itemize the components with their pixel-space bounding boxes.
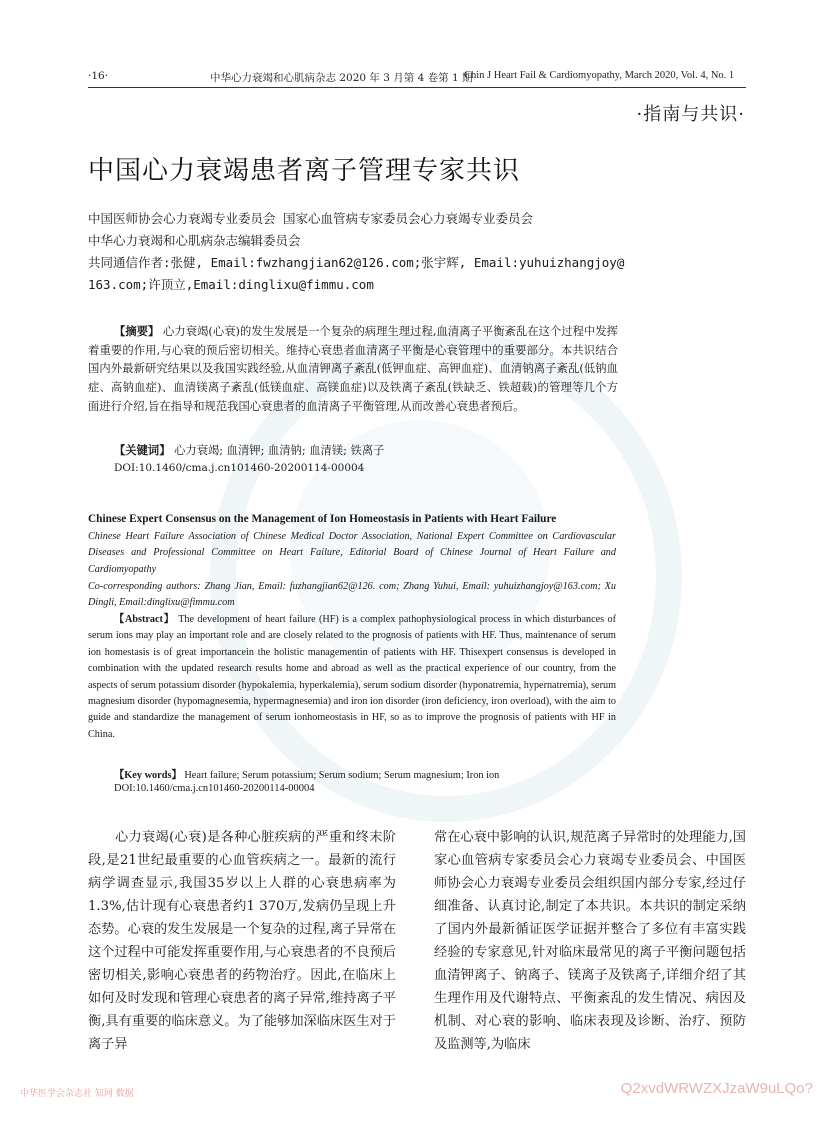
abstract-en-label: 【Abstract】 [114, 614, 175, 625]
footer-watermark-code: Q2xvdWRWZXJzaW9uLQo? [620, 1080, 813, 1097]
english-affiliations: Chinese Heart Failure Association of Chinese Medical Doctor Association, National Expert Committee on Cardiovascular Diseases and Professional Committee on Heart Failure, Editorial Board of Chinese Journal of Heart Failure and Cardiomyopathy [88, 531, 616, 575]
author-org-line1: 中国医师协会心力衰竭专业委员会 国家心血管病专家委员会心力衰竭专业委员会 [88, 211, 534, 226]
corr-authors-line1: 共同通信作者:张健, Email:fwzhangjian62@126.com;张宇辉, Email:yuhuizhangjoy@ [88, 255, 625, 270]
keywords-en-text: Heart failure; Serum potassium; Serum sodium; Serum magnesium; Iron ion [184, 770, 500, 781]
author-org-line2: 中华心力衰竭和心肌病杂志编辑委员会 [88, 233, 301, 248]
body-column-1: 心力衰竭(心衰)是各种心脏疾病的严重和终末阶段,是21世纪最重要的心血管疾病之一。最新的流行病学调查显示,我国35岁以上人群的心衰患病率为1.3%,估计现有心衰患者约1 370万,发病仍呈现上升态势。心衰的发生发展是一个复杂的过程,离子异常在这个过程中可能发挥重要作用,与心衰患者的不良预后密切相关,影响心衰患者的药物治疗。因此,在临床上如何及时发现和管理心衰患者的离子异常,维持离子平衡,具有重要的临床意义。为了能够加深临床医生对于离子异 [88, 830, 396, 1052]
page-number: ·16· [88, 70, 109, 82]
keywords-en-label: 【Key words】 [114, 770, 182, 781]
abstract-en [88, 612, 616, 743]
article-title: 中国心力衰竭患者离子管理专家共识 [88, 156, 521, 186]
corr-authors-line2: 163.com;许顶立,Email:dinglixu@fimmu.com [88, 277, 374, 292]
abstract-cn [88, 322, 618, 417]
keywords-en [114, 766, 499, 781]
doi-cn: DOI:10.1460/cma.j.cn101460-20200114-00004 [114, 462, 365, 474]
english-title: Chinese Expert Consensus on the Management of Ion Homeostasis in Patients with Heart Failure [88, 513, 557, 525]
abstract-en-text: The development of heart failure (HF) is a complex pathophysiological process in which disturbances of serum ions may play an important role and are closely related to the prognosis of patients with HF. Thus, maintenance of serum ion homestasis is of great importancein the holistic managementin of patients with HF. Thisexpert consensus is developed in combination with the updated research results home and abroad as well as the practical experience of our country, from the aspects of serum potassium disorder (hypokalemia, hyperkalemia), serum sodium disorder (hyponatremia, hypernatremia), serum magnesium disorder (hypomagnesemia, hypermagnesemia) and iron ion disorder (iron deficiency, iron overload), with the aim to guide and standardize the management of serum ionhomeostasis in HF, so as to improve the prognosis of patients with HF in China. [88, 614, 616, 740]
english-corr-authors: Co-corresponding authors: Zhang Jian, Email: fuzhangjian62@126. com; Zhang Yuhui, Email: yuhuizhangjoy@163.com; Xu Dingli, Email:dinglixu@fimmu.com [88, 581, 616, 609]
publisher-logo: 中华医学会杂志社 知网 数据 [20, 1089, 134, 1099]
abstract-cn-text: 心力衰竭(心衰)的发生发展是一个复杂的病理生理过程,血清离子平衡紊乱在这个过程中发挥着重要的作用,与心衰的预后密切相关。维持心衰患者血清离子平衡是心衰管理中的重要部分。本共识结合国内外最新研究结果以及我国实践经验,从血清钾离子紊乱(低钾血症、高钾血症)、血清钠离子紊乱(低钠血症、高钠血症)、血清镁离子紊乱(低镁血症、高镁血症)以及铁离子紊乱(铁缺乏、铁超载)的管理等几个方面进行介绍,旨在指导和规范我国心衰患者的血清离子平衡管理,从而改善心衰患者预后。 [88, 325, 618, 413]
header-rule [88, 87, 746, 88]
journal-header-en: Chin J Heart Fail & Cardiomyopathy, March 2020, Vol. 4, No. 1 [464, 70, 735, 81]
section-label: ·指南与共识· [636, 104, 745, 125]
doi-en: DOI:10.1460/cma.j.cn101460-20200114-00004 [114, 783, 315, 794]
keywords-cn-label: 【关键词】 [114, 443, 171, 457]
keywords-cn-text: 心力衰竭; 血清钾; 血清钠; 血清镁; 铁离子 [174, 444, 385, 457]
body-column-2: 常在心衰中影响的认识,规范离子异常时的处理能力,国家心血管病专家委员会心力衰竭专业委员会、中国医师协会心力衰竭专业委员会组织国内部分专家,经过仔细准备、认真讨论,制定了本共识。本共识的制定采纳了国内外最新循证医学证据并整合了多位有丰富实践经验的专家意见,针对临床最常见的离子平衡问题包括血清钾离子、钠离子、镁离子及铁离子,详细介绍了其生理作用及代谢特点、平衡紊乱的发生情况、病因及机制、对心衰的影响、临床表现及诊断、治疗、预防及监测等,为临床 [434, 830, 746, 1052]
abstract-cn-label: 【摘要】 [114, 324, 160, 338]
keywords-cn [114, 441, 614, 461]
journal-header-cn: 中华心力衰竭和心肌病杂志 2020 年 3 月第 4 卷第 1 期 [210, 72, 473, 84]
